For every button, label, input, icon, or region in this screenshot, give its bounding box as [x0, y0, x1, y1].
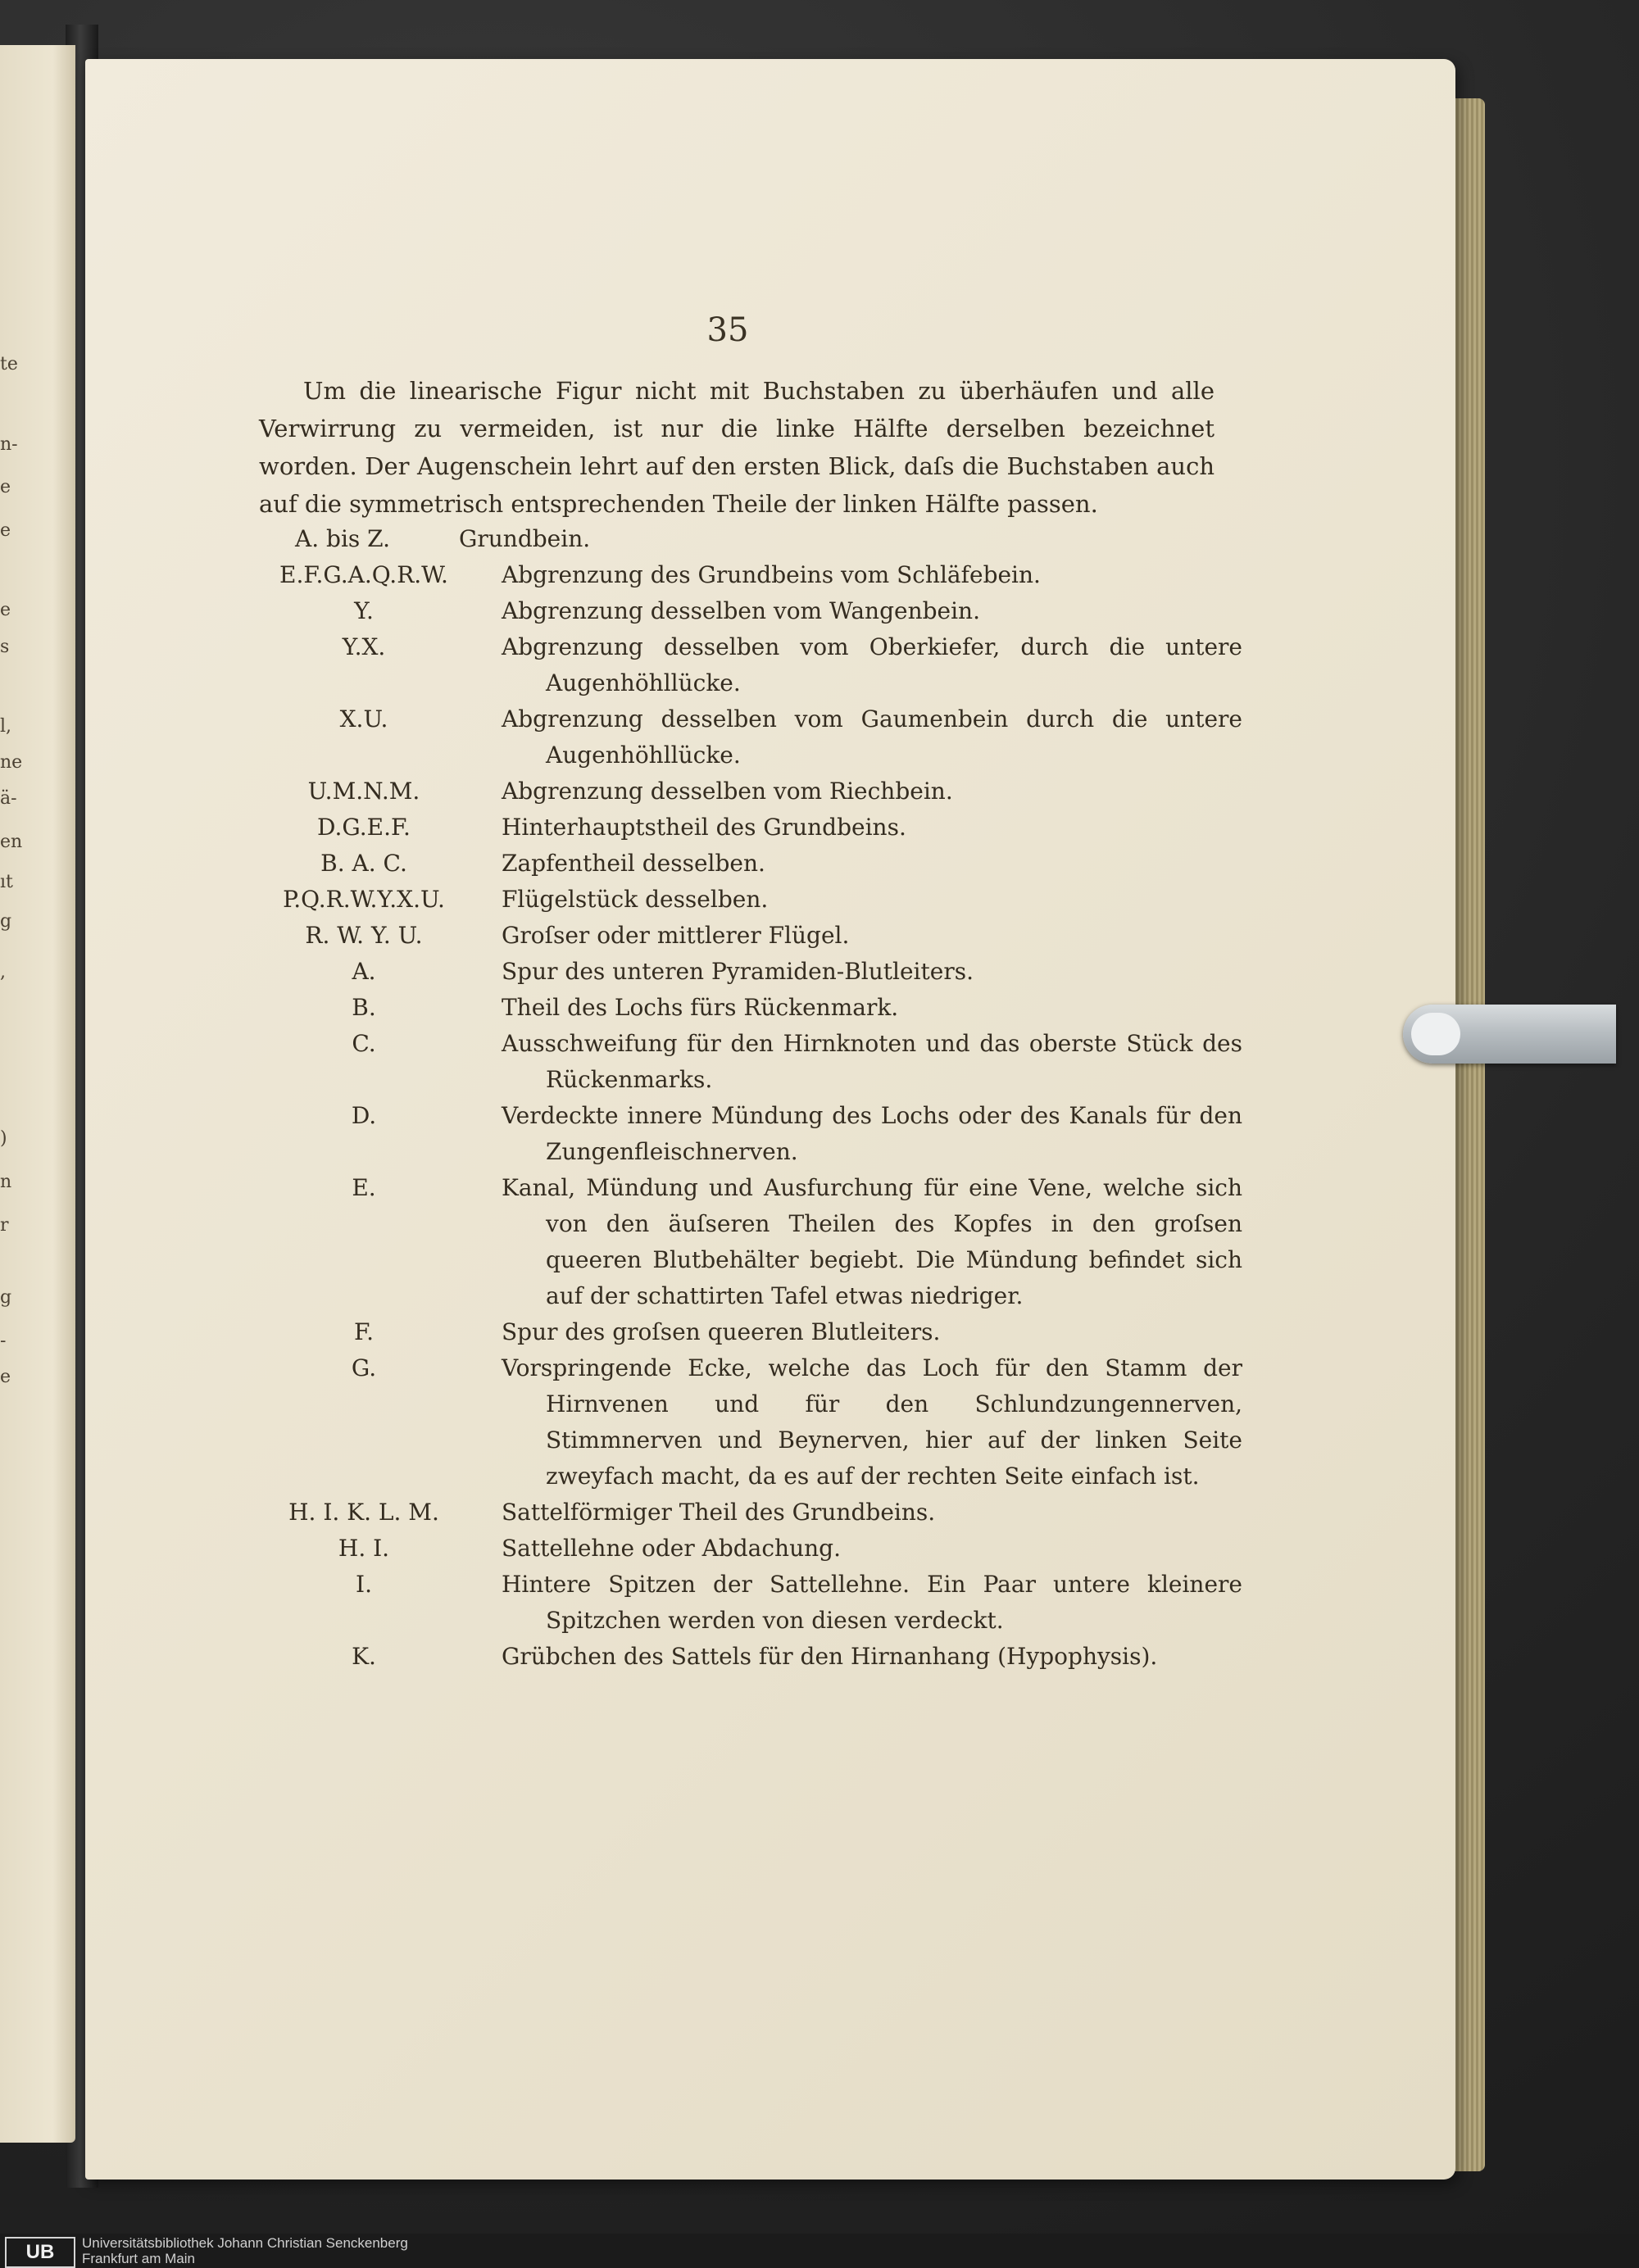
page-clip	[1403, 1005, 1616, 1064]
legend-entry	[0, 773, 1393, 810]
legend-entry	[0, 701, 1393, 773]
entry-code: A. bis Z.	[295, 525, 391, 552]
footer-bar	[0, 2234, 1639, 2268]
left-fragment: e	[0, 520, 11, 542]
entry-description: Abgrenzung desselben vom Oberkiefer, durch die untere Augenhöhllücke.	[502, 633, 1242, 696]
library-name: Universitätsbibliothek Johann Christian Senckenberg	[82, 2235, 408, 2251]
entry-description: Sattelförmiger Theil des Grundbeins.	[502, 1499, 936, 1526]
entry-description: Flügelstück desselben.	[502, 886, 769, 913]
entry-description: Verdeckte innere Mündung des Lochs oder des Kanals für den Zungenfleischnerven.	[502, 1102, 1242, 1165]
entry-code: Y.	[354, 597, 374, 624]
entry-description: Groſser oder mittlerer Flügel.	[502, 922, 850, 949]
legend-entry	[0, 629, 1393, 701]
entry-code: G.	[351, 1354, 377, 1381]
left-fragment: e	[0, 1366, 11, 1387]
left-fragment: s	[0, 636, 10, 657]
entry-description: Hintere Spitzen der Sattellehne. Ein Paar untere kleinere Spitzchen werden von diesen verdeckt.	[502, 1571, 1242, 1634]
entry-code: B. A. C.	[320, 850, 407, 877]
entry-code: R. W. Y. U.	[305, 922, 423, 949]
legend-entry	[0, 1026, 1393, 1098]
left-fragment: ne	[0, 751, 23, 773]
left-fragment: ,	[0, 961, 6, 982]
left-fragment: ä-	[0, 787, 17, 809]
legend-entry	[0, 810, 1393, 846]
legend-entry	[0, 1314, 1393, 1350]
entry-code: A.	[352, 958, 376, 985]
left-fragment: g	[0, 1286, 12, 1308]
left-fragment: g	[0, 910, 12, 932]
entry-description: Grübchen des Sattels für den Hirnanhang (Hypophysis).	[502, 1643, 1158, 1670]
entry-description: Theil des Lochs fürs Rückenmark.	[502, 994, 899, 1021]
entry-code: F.	[354, 1318, 374, 1345]
entry-description: Spur des unteren Pyramiden-Blutleiters.	[502, 958, 974, 985]
entry-code: C.	[352, 1030, 376, 1057]
legend-entry	[0, 1350, 1393, 1495]
legend-entry	[0, 918, 1393, 954]
entry-description: Abgrenzung desselben vom Gaumenbein durch die untere Augenhöhllücke.	[502, 705, 1242, 769]
entry-description: Abgrenzung des Grundbeins vom Schläfebein.	[502, 561, 1041, 588]
entry-code: D.	[351, 1102, 377, 1129]
entry-code: H. I.	[338, 1535, 390, 1562]
legend-entry	[0, 954, 1393, 990]
legend-entry	[0, 990, 1393, 1026]
entry-description: Hinterhauptstheil des Grundbeins.	[502, 814, 906, 841]
entry-description: Sattellehne oder Abdachung.	[502, 1535, 841, 1562]
entry-code: Y.X.	[342, 633, 386, 660]
left-fragment: e	[0, 600, 11, 621]
legend-entry	[0, 846, 1393, 882]
entry-code: I.	[356, 1571, 372, 1598]
entry-code: B.	[352, 994, 376, 1021]
entry-code: E.	[352, 1174, 376, 1201]
entry-description: Zapfentheil desselben.	[502, 850, 765, 877]
entry-description: Ausschweifung für den Hirnknoten und das oberste Stück des Rückenmarks.	[502, 1030, 1242, 1093]
legend-entry	[0, 1495, 1393, 1531]
entry-code: E.F.G.A.Q.R.W.	[279, 561, 448, 588]
left-fragment: )	[0, 1127, 7, 1149]
legend-entry	[0, 1639, 1393, 1675]
entry-description: Abgrenzung desselben vom Wangenbein.	[502, 597, 980, 624]
entry-code: H. I. K. L. M.	[288, 1499, 439, 1526]
legend-entry	[0, 593, 1393, 629]
left-fragment: r	[0, 1214, 9, 1236]
intro-paragraph: Um die linearische Figur nicht mit Buchstaben zu überhäufen und alle Verwirrung zu vermeiden, ist nur die linke Hälfte derselben bezeichnet worden. Der Augenschein lehrt auf den ersten Blick, daſs die Buchstaben auch auf die symmetrisch entsprechenden Theile der linken Hälfte passen.	[259, 377, 1214, 518]
legend-entry	[0, 1098, 1393, 1170]
legend-entries	[0, 521, 1393, 1675]
left-fragment: l,	[0, 715, 12, 737]
left-fragment: -	[0, 1330, 7, 1351]
left-fragment: e	[0, 477, 11, 498]
entry-description: Spur des groſsen queeren Blutleiters.	[502, 1318, 941, 1345]
library-city: Frankfurt am Main	[82, 2251, 195, 2266]
legend-entry	[0, 1567, 1393, 1639]
entry-code: D.G.E.F.	[317, 814, 411, 841]
legend-entry	[0, 1170, 1393, 1314]
left-fragment: en	[0, 831, 23, 852]
left-fragment: ıt	[0, 872, 13, 893]
entry-description: Grundbein.	[459, 525, 591, 552]
entry-description: Vorspringende Ecke, welche das Loch für den Stamm der Hirnvenen und für den Schlundzungennerven, Stimmnerven und Beynerven, hier auf der linken Seite zweyfach macht, da es auf der rechten Seite einfach ist.	[502, 1354, 1242, 1490]
entry-code: K.	[352, 1643, 376, 1670]
entry-description: Kanal, Mündung und Ausfurchung für eine Vene, welche sich von den äuſseren Theilen des Kopfes in den groſsen queeren Blutbehälter begiebt. Die Mündung befindet sich auf der schattirten Tafel etwas niedriger.	[502, 1174, 1242, 1309]
legend-entry	[0, 882, 1393, 918]
entry-code: X.U.	[339, 705, 388, 733]
legend-entry	[0, 557, 1393, 593]
page-number: 35	[706, 311, 749, 349]
entry-description: Abgrenzung desselben vom Riechbein.	[502, 778, 953, 805]
library-credit	[82, 2235, 408, 2266]
legend-entry	[0, 521, 1393, 557]
ub-logo: UB	[5, 2237, 75, 2268]
left-fragment: n	[0, 1171, 12, 1192]
legend-entry	[0, 1531, 1393, 1567]
entry-code: P.Q.R.W.Y.X.U.	[283, 886, 445, 913]
left-fragment: n-	[0, 433, 18, 455]
left-fragment: te	[0, 354, 18, 375]
entry-code: U.M.N.M.	[307, 778, 420, 805]
